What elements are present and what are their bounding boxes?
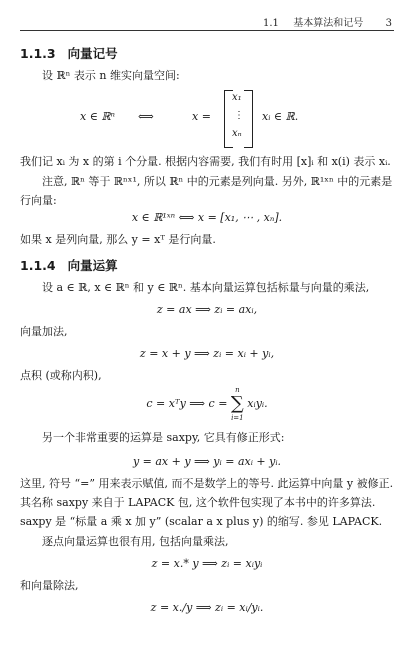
paragraph-intro-113: 设 ℝⁿ 表示 n 维实向量空间:	[42, 69, 180, 82]
sum-lower-limit: i=1	[231, 414, 244, 422]
dot-lhs: c = xᵀy ⟹ c =	[146, 397, 228, 410]
sum-symbol: ∑	[230, 393, 244, 414]
vector-first-entry: x₁	[232, 92, 242, 103]
page-number: 3	[385, 18, 392, 29]
iff-symbol: ⟺	[138, 110, 154, 123]
paragraph-component: 我们记 xᵢ 为 x 的第 i 个分量. 根据内容需要, 我们有时用 [x]ᵢ 和 x(i) 表示 xᵢ.	[20, 155, 391, 168]
vector-last-entry: xₙ	[232, 128, 242, 139]
summation	[231, 385, 244, 423]
running-head	[263, 14, 392, 29]
equation-pointwise-div: z = x./y ⟹ zᵢ = xᵢ/yᵢ.	[150, 601, 264, 614]
equation-dot-product	[20, 384, 394, 424]
label-vector-addition: 向量加法,	[20, 325, 68, 338]
dot-rhs: xᵢyᵢ.	[247, 397, 268, 410]
paragraph-saxpy-explanation: 这里, 符号 “=” 用来表示赋值, 而不是数学上的等号. 此运算中向量 y 被修正. 其名称 saxpy 来自于 LAPACK 包, 这个软件包实现了本书中的许多算法. saxpy 是 “标量 a 乘 x 加 y” (scalar a x plus y) 的缩写. 参见 LAPACK.	[20, 477, 394, 528]
paragraph-saxpy-intro: 另一个非常重要的运算是 saxpy, 它具有修正形式:	[42, 431, 285, 444]
vector-dots: ⋮	[234, 110, 244, 121]
right-bracket	[244, 90, 253, 148]
section-title: 向量运算	[67, 258, 118, 273]
sum-upper-limit: n	[235, 386, 240, 394]
column-vector-display	[0, 90, 414, 148]
paragraph-intro-114: 设 a ∈ ℝ, x ∈ ℝⁿ 和 y ∈ ℝⁿ. 基本向量运算包括标量与向量的乘法,	[42, 281, 370, 294]
paragraph-column-row: 注意, ℝⁿ 等于 ℝⁿˣ¹, 所以 ℝⁿ 中的元素是列向量. 另外, ℝ¹ˣⁿ 中的元素是行向量:	[20, 175, 393, 207]
label-vector-division: 和向量除法,	[20, 579, 79, 592]
equation-x-equals: x =	[192, 110, 211, 123]
header-rule	[20, 30, 394, 31]
paragraph-transpose: 如果 x 是列向量, 那么 y = xᵀ 是行向量.	[20, 233, 216, 246]
vector-condition: xᵢ ∈ ℝ.	[262, 110, 299, 123]
equation-vector-addition: z = x + y ⟹ zᵢ = xᵢ + yᵢ,	[139, 347, 275, 360]
equation-row-vector: x ∈ ℝ¹ˣⁿ ⟺ x = [x₁, ⋯ , xₙ].	[131, 211, 283, 224]
section-heading-1-1-3	[20, 44, 394, 62]
section-number: 1.1.4	[20, 258, 56, 273]
equation-saxpy: y = ax + y ⟹ yᵢ = axᵢ + yᵢ.	[132, 455, 282, 468]
header-section-number: 1.1	[262, 18, 279, 29]
section-number: 1.1.3	[20, 46, 56, 61]
paragraph-pointwise: 逐点向量运算也很有用, 包括向量乘法,	[42, 535, 229, 548]
header-title: 基本算法和记号	[293, 18, 364, 29]
label-dot-product: 点积 (或称内积),	[20, 369, 102, 382]
equation-scalar-mult: z = ax ⟹ zᵢ = axᵢ,	[156, 303, 258, 316]
equation-lhs: x ∈ ℝⁿ	[80, 110, 115, 123]
equation-pointwise-mult: z = x.* y ⟹ zᵢ = xᵢyᵢ	[151, 557, 263, 570]
section-heading-1-1-4	[20, 256, 394, 274]
section-title: 向量记号	[67, 46, 118, 61]
